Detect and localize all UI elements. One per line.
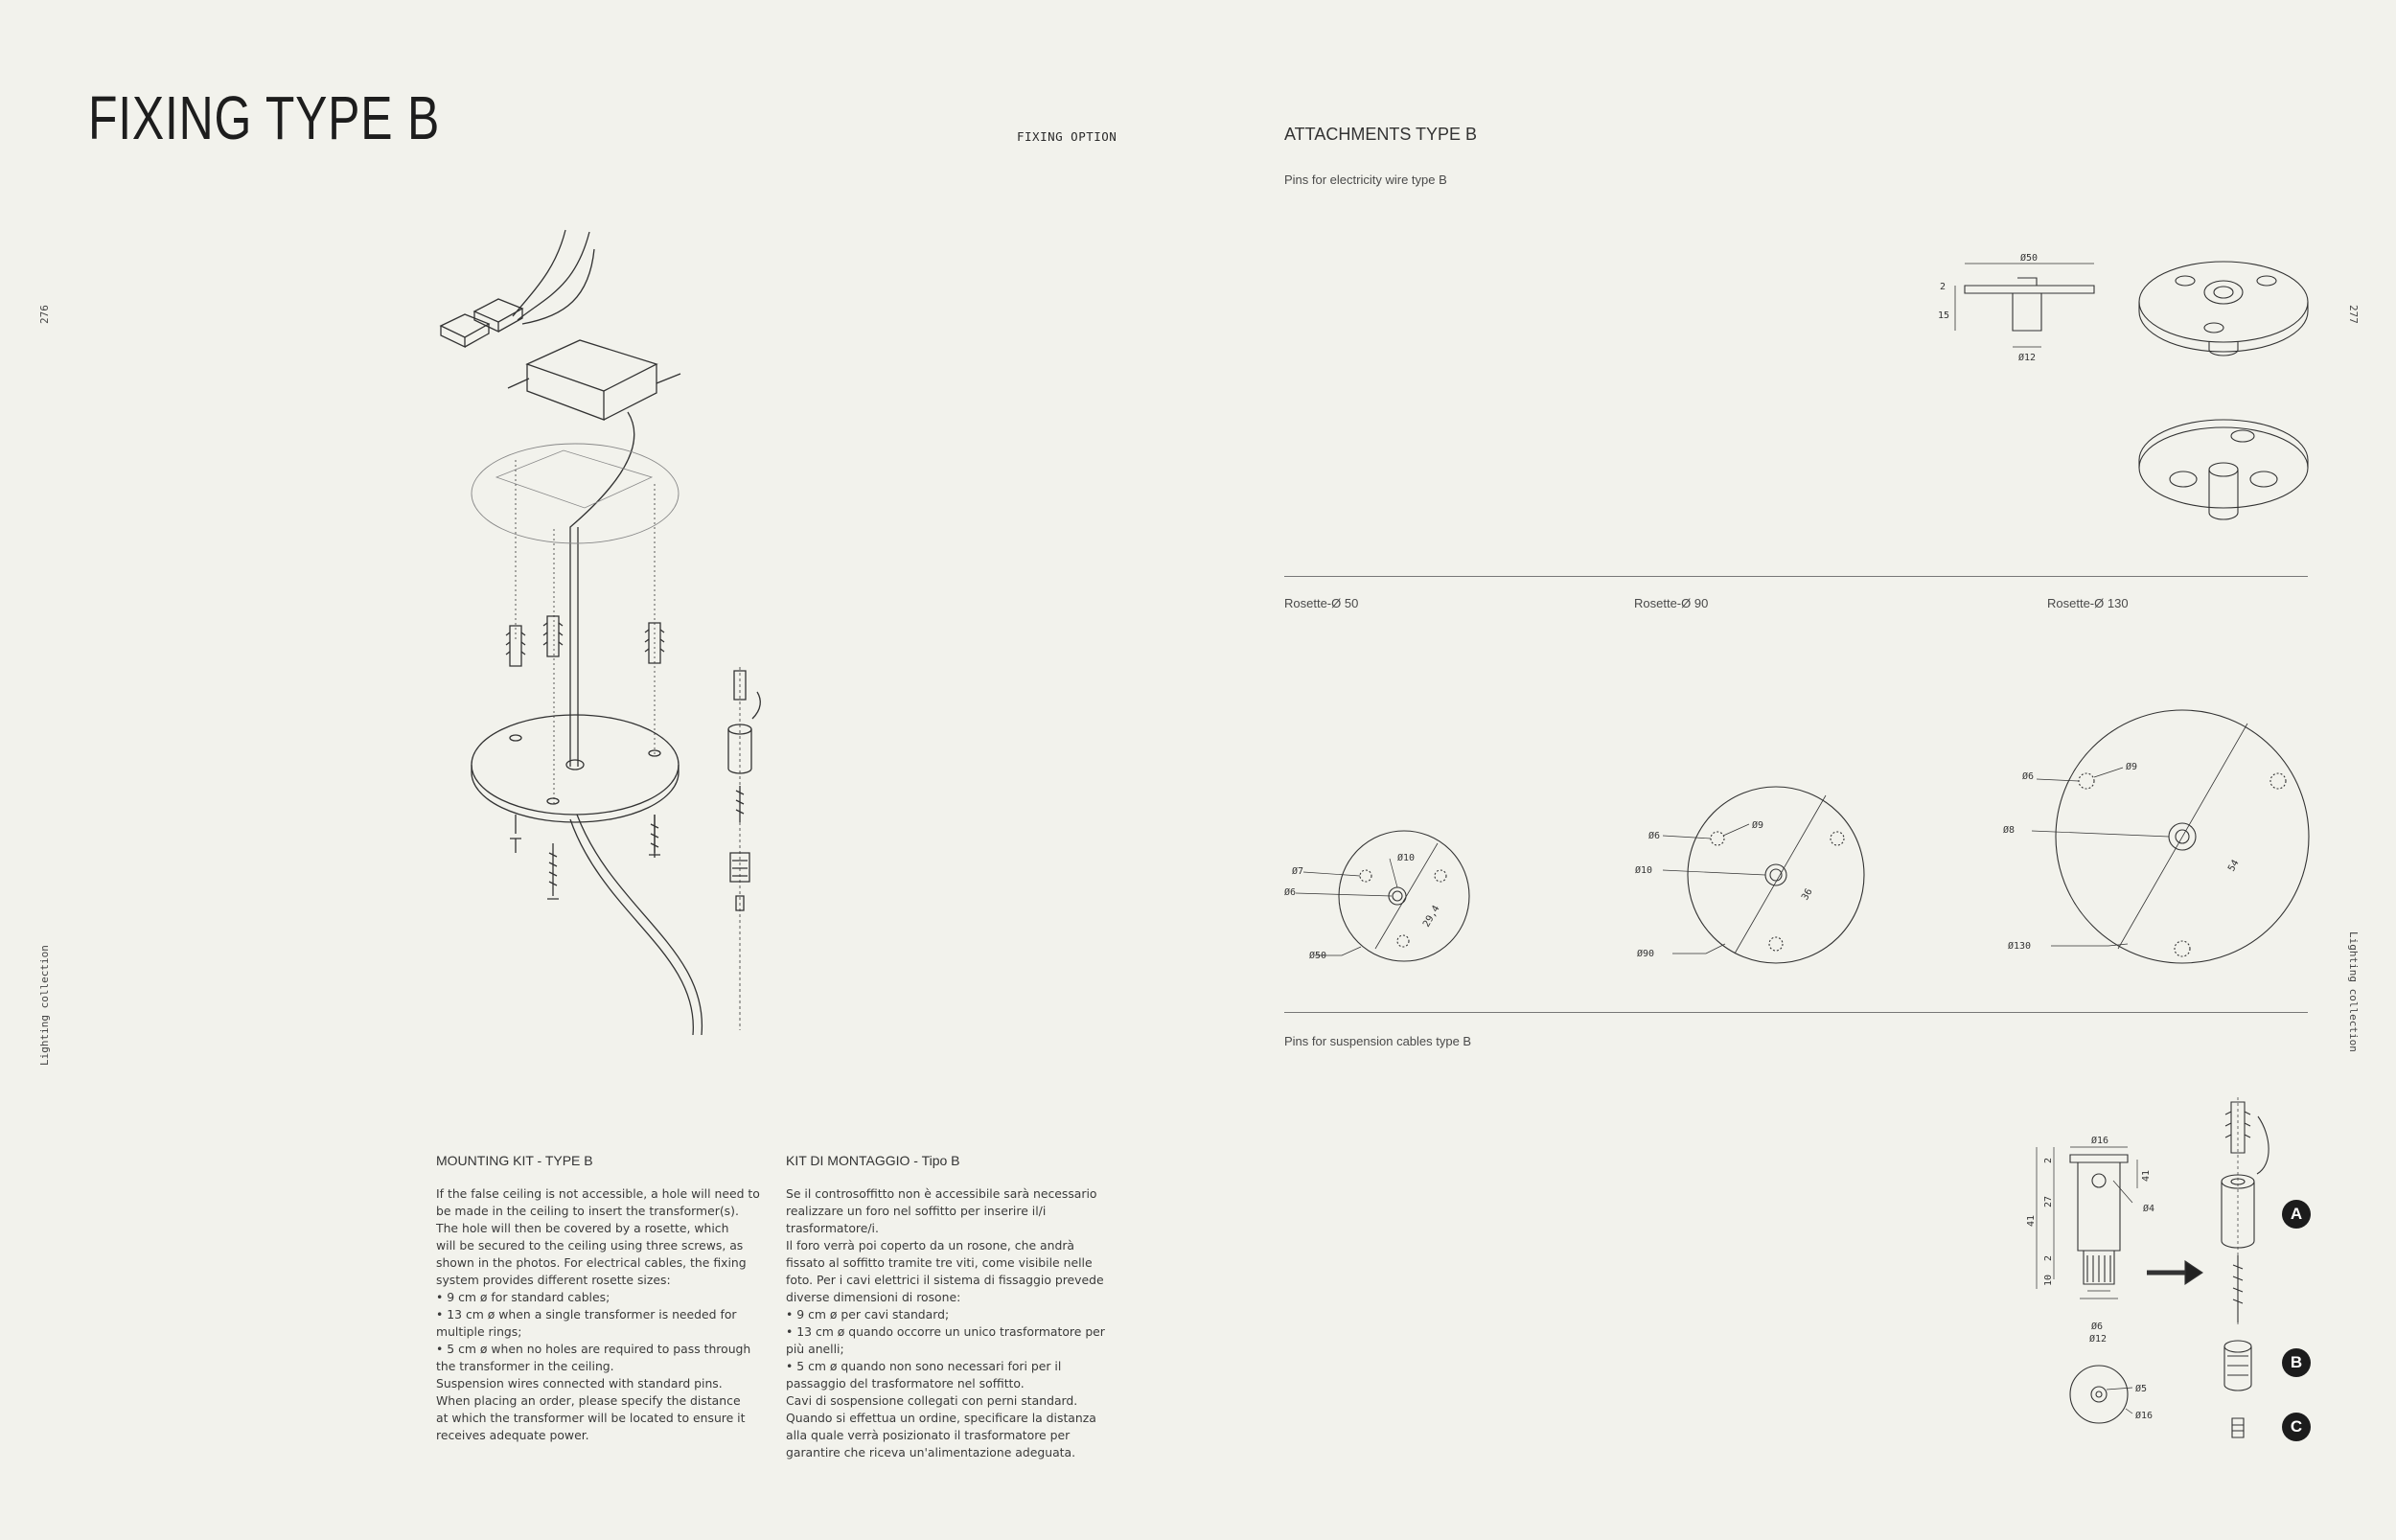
collection-label-left: Lighting collection [38,945,51,1066]
pin-dim-top: Ø50 [2020,253,2039,264]
mounting-it-heading: KIT DI MONTAGGIO - Tipo B [786,1153,960,1168]
attachments-heading: ATTACHMENTS TYPE B [1284,125,1478,144]
rosette-90-dim-6: Ø6 [1648,831,1661,841]
rosette-90-dim-10: Ø10 [1635,865,1653,876]
susp-dim-4: Ø4 [2143,1204,2155,1214]
rosette-130-drawing [2003,704,2310,973]
divider-bottom [1284,1012,2308,1013]
susp-dim-12: Ø12 [2089,1334,2108,1345]
rosette-50-dim-50: Ø50 [1309,951,1327,961]
susp-dim-41b: 41 [2141,1169,2152,1182]
susp-dim-16: Ø16 [2091,1136,2109,1146]
susp-dim-5: Ø5 [2135,1384,2148,1394]
rosette-50-dim-6: Ø6 [1284,887,1297,898]
rosette-130-dim-54: 54 [2226,858,2242,874]
mounting-en-heading: MOUNTING KIT - TYPE B [436,1153,593,1168]
electricity-pins-label: Pins for electricity wire type B [1284,172,1447,187]
rosette-90-label: Rosette-Ø 90 [1634,596,1709,610]
page-number-left: 276 [38,305,51,324]
susp-dim-6: Ø6 [2091,1322,2104,1332]
mounting-it-body: Se il controsoffitto non è accessibile sarà necessario realizzare un foro nel soffitto per inserire il/i trasformatore/i. Il foro verrà poi coperto da un rosone, che andrà fissato al soffitto tramite tre viti, come visibile nelle foto. Per i cavi elettrici il sistema di fissaggio prevede diverse dimensioni di rosone: • 9 cm ø per cavi standard; • 13 cm ø quando occorre un unico trasformatore per più anelli; • 5 cm ø quando non sono necessari fori per il passaggio del trasformatore nel soffitto. Cavi di sospensione collegati con perni standard. Quando si effettua un ordine, specificare la distanza alla quale verrà posizionato il trasformatore per garantire che riceva un'alimentazione adeguata. [786,1186,1105,1460]
susp-dim-10: 10 [2043,1274,2054,1286]
rosette-130-dim-130: Ø130 [2008,941,2032,952]
page-title: FIXING TYPE B [88,83,441,152]
rosette-130-dim-9: Ø9 [2126,762,2138,772]
pin-dim-h1: 15 [1938,310,1950,321]
collection-label-right: Lighting collection [2347,931,2360,1052]
susp-dim-16b: Ø16 [2135,1411,2154,1421]
suspension-pins-label: Pins for suspension cables type B [1284,1034,1472,1048]
susp-dim-2b: 2 [2043,1254,2054,1261]
callout-c: C [2282,1413,2311,1441]
rosette-90-dim-36: 36 [1800,886,1815,903]
section-label: FIXING OPTION [1017,129,1117,144]
mounting-kit-illustration [422,220,805,1045]
susp-dim-27: 27 [2043,1195,2054,1207]
rosette-90-drawing [1629,786,1878,968]
page-number-right: 277 [2347,305,2360,324]
divider-top [1284,576,2308,577]
rosette-50-dim-7: Ø7 [1292,866,1304,877]
rosette-90-dim-9: Ø9 [1752,820,1764,831]
susp-dim-2a: 2 [2043,1157,2054,1163]
rosette-130-dim-6: Ø6 [2022,771,2035,782]
rosette-50-dim-29: 29,4 [1421,904,1442,930]
rosette-130-dim-8: Ø8 [2003,825,2016,836]
electricity-pin-drawing [1917,240,2329,546]
callout-b: B [2282,1348,2311,1377]
pin-dim-h2: 2 [1940,282,1947,292]
rosette-50-drawing [1284,824,1495,968]
rosette-130-label: Rosette-Ø 130 [2047,596,2129,610]
rosette-90-dim-90: Ø90 [1637,949,1655,959]
rosette-50-label: Rosette-Ø 50 [1284,596,1359,610]
susp-dim-41: 41 [2026,1214,2037,1227]
mounting-en-body: If the false ceiling is not accessible, a hole will need to be made in the ceiling to insert the transformer(s). The hole will then be covered by a rosette, which will be secured to the ceiling using three screws, as shown in the photos. For electrical cables, the fixing system provides different rosette sizes: • 9 cm ø for standard cables; • 13 cm ø when a single transformer is needed for multiple rings; • 5 cm ø when no holes are required to pass through the transformer in the ceiling. Suspension wires connected with standard pins. When placing an order, please specify the distance at which the transformer will be located to ensure it receives adequate power. [436,1186,760,1442]
pin-dim-bottom: Ø12 [2018,353,2037,363]
rosette-50-dim-10: Ø10 [1397,853,1416,863]
callout-a: A [2282,1200,2311,1229]
